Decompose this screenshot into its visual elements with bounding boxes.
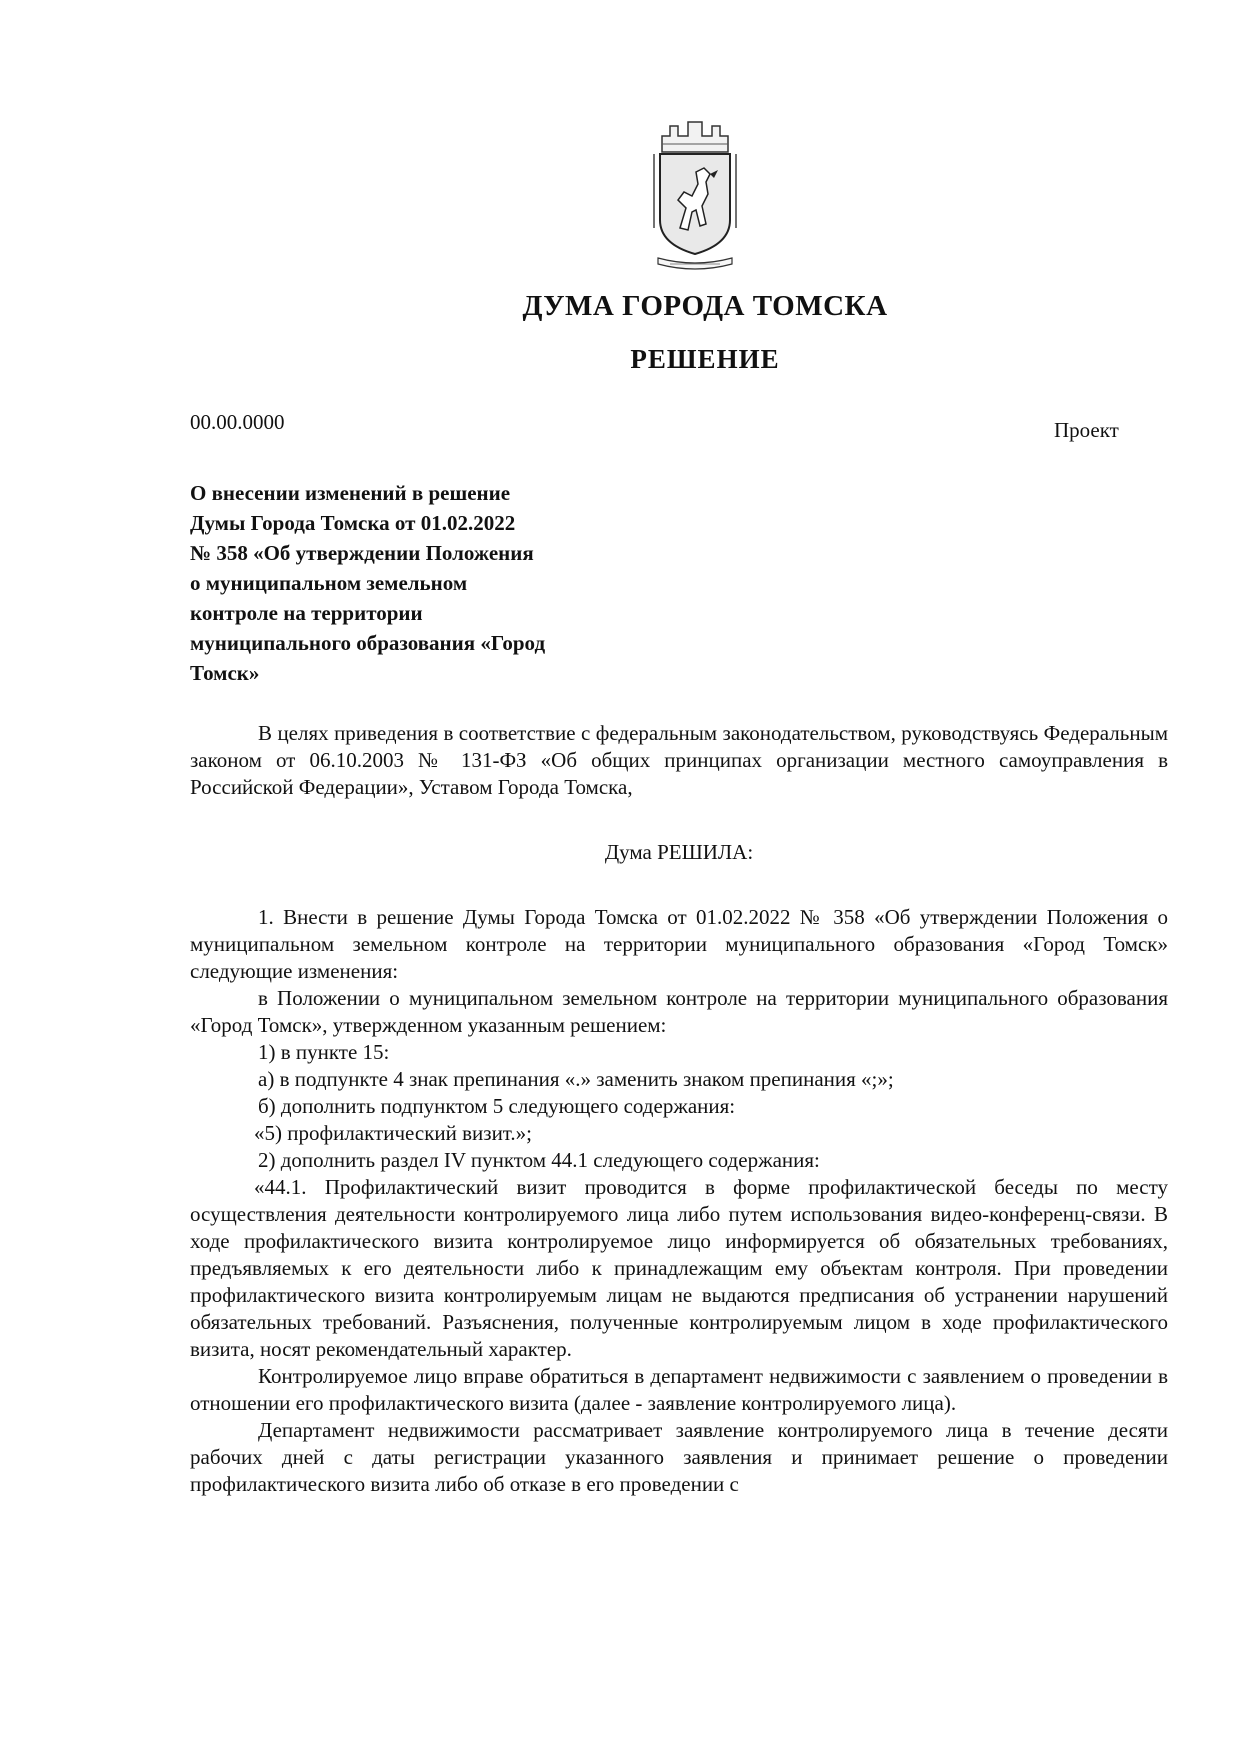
subject-line: № 358 «Об утверждении Положения xyxy=(190,541,534,565)
subject-line: О внесении изменений в решение xyxy=(190,481,511,505)
document-subject xyxy=(190,478,650,688)
subject-line: Томск» xyxy=(190,661,260,685)
subject-line: контроле на территории xyxy=(190,601,423,625)
review-paragraph: Департамент недвижимости рассматривает заявление контролируемого лица в течение десяти рабочих дней с даты регистрации указанного заявления и принимает решение о проведении профилактического визита либо об отказе в его проведении с xyxy=(190,1418,1168,1496)
draft-label: Проект xyxy=(1054,418,1119,442)
preamble: В целях приведения в соответствие с федеральным законодательством, руководствуясь Федеральным законом от 06.10.2003 № 131-ФЗ «Об общих принципах организации местного самоуправления в Российской Федерации», Уставом Города Томска, xyxy=(190,721,1168,799)
resolved-heading: Дума РЕШИЛА: xyxy=(604,840,754,864)
coat-of-arms-icon xyxy=(640,108,750,278)
council-name: ДУМА ГОРОДА ТОМСКА xyxy=(522,290,888,322)
subitem-1: 1) в пункте 15: xyxy=(258,1040,390,1064)
item-1: 1. Внести в решение Думы Города Томска от 01.02.2022 № 358 «Об утверждении Положения о муниципальном земельном контроле на территории муниципального образования «Город Томск» следующие изменения: xyxy=(190,905,1168,983)
subject-line: муниципального образования «Город xyxy=(190,631,546,655)
subitem-1a: а) в подпункте 4 знак препинания «.» заменить знаком препинания «;»; xyxy=(258,1067,894,1091)
document-date: 00.00.0000 xyxy=(190,410,285,434)
subitem-2: 2) дополнить раздел IV пунктом 44.1 следующего содержания: xyxy=(258,1148,820,1172)
document-body xyxy=(190,720,1168,1498)
subject-line: о муниципальном земельном xyxy=(190,571,468,595)
subitem-1b: б) дополнить подпунктом 5 следующего содержания: xyxy=(258,1094,736,1118)
document-type: РЕШЕНИЕ xyxy=(630,344,780,374)
subitem-1b-text: «5) профилактический визит.»; xyxy=(254,1121,532,1145)
subject-line: Думы Города Томска от 01.02.2022 xyxy=(190,511,516,535)
regulation-intro: в Положении о муниципальном земельном контроле на территории муниципального образования «Город Томск», утвержденном указанным решением: xyxy=(190,986,1168,1037)
clause-44-1: «44.1. Профилактический визит проводится в форме профилактической беседы по месту осуществления деятельности контролируемого лица либо путем использования видео-конференц-связи. В ходе профилактического визита контролируемое лицо информируется об обязательных требованиях, предъявляемых к его деятельности либо к принадлежащим ему объектам контроля. При проведении профилактического визита контролируемым лицам не выдаются предписания об устранении нарушений обязательных требований. Разъяснения, полученные контролируемым лицом в ходе профилактического визита, носят рекомендательный характер. xyxy=(190,1175,1168,1361)
application-paragraph: Контролируемое лицо вправе обратиться в департамент недвижимости с заявлением о проведении в отношении его профилактического визита (далее - заявление контролируемого лица). xyxy=(190,1364,1168,1415)
